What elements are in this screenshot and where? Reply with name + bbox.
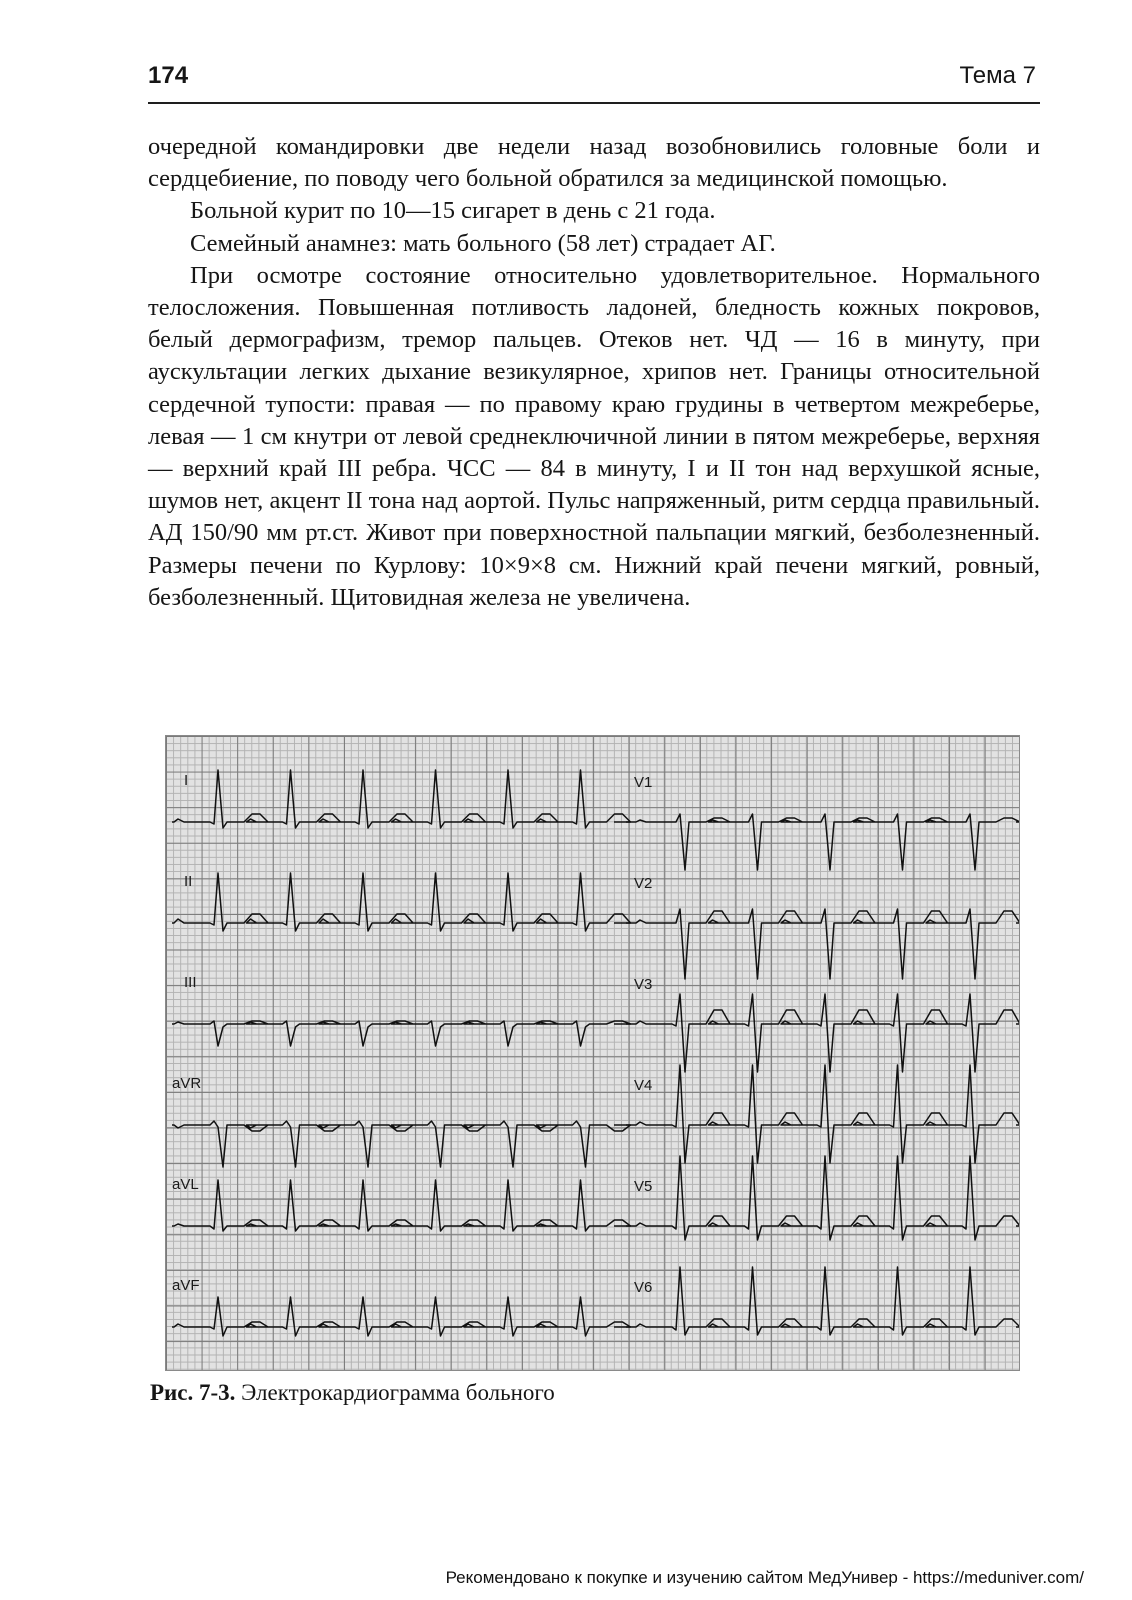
ecg-trace-V2 xyxy=(626,909,1019,979)
paragraph: Больной курит по 10—15 сигарет в день с 21 года. xyxy=(190,197,716,225)
figure-caption-text: Электрокардиограмма больного xyxy=(235,1380,555,1405)
lead-label-II: II xyxy=(184,873,193,890)
lead-label-aVR: aVR xyxy=(172,1075,202,1092)
ecg-traces xyxy=(166,736,1019,1370)
figure-caption xyxy=(150,1380,555,1406)
ecg-figure xyxy=(165,735,1020,1371)
figure-caption-label: Рис. 7-3. xyxy=(150,1380,236,1405)
ecg-trace-I xyxy=(172,770,631,828)
lead-label-aVF: aVF xyxy=(172,1277,200,1294)
ecg-trace-V5 xyxy=(626,1156,1019,1240)
lead-label-aVL: aVL xyxy=(172,1176,199,1193)
lead-label-V1: V1 xyxy=(634,774,653,791)
page-number: 174 xyxy=(148,62,189,89)
ecg-trace-V1 xyxy=(626,814,1019,870)
ecg-trace-V4 xyxy=(626,1065,1019,1163)
lead-label-V3: V3 xyxy=(634,976,653,993)
lead-label-III: III xyxy=(184,974,197,991)
ecg-trace-aVF xyxy=(172,1297,631,1336)
lead-label-V5: V5 xyxy=(634,1178,653,1195)
paragraph: очередной командировки две недели назад возобновились головные боли и сердцебиение, по поводу чего больной обратился за медицинской помощью. xyxy=(148,133,1040,193)
body-text xyxy=(148,131,1040,614)
ecg-trace-V6 xyxy=(626,1267,1019,1335)
ecg-trace-III xyxy=(172,1021,631,1046)
lead-label-V4: V4 xyxy=(634,1077,653,1094)
lead-label-V6: V6 xyxy=(634,1279,653,1296)
lead-label-V2: V2 xyxy=(634,875,653,892)
paragraph: Семейный анамнез: мать больного (58 лет) страдает АГ. xyxy=(190,229,776,257)
lead-label-I: I xyxy=(184,772,189,789)
footer-note: Рекомендовано к покупке и изучению сайтом МедУнивер - https://meduniver.com/ xyxy=(445,1568,1084,1587)
ecg-trace-V3 xyxy=(626,994,1019,1072)
topic-title: Тема 7 xyxy=(959,62,1036,89)
ecg-trace-aVL xyxy=(172,1180,631,1231)
page-header xyxy=(148,62,1040,104)
ecg-trace-aVR xyxy=(172,1121,631,1167)
ecg-trace-II xyxy=(172,873,631,931)
paragraph: При осмотре состояние относительно удовлетворительное. Нормального телосложения. Повышенная потливость ладоней, бледность кожных покровов, белый дермографизм, тремор пальцев. Отеков нет. ЧД — 16 в минуту, при аускультации легких дыхание везикулярное, хрипов нет. Границы относительной сердечной тупости: правая — по правому краю грудины в четвертом межреберье, левая — 1 см кнутри от левой среднеключичной линии в пятом межреберье, верхняя — верхний край III ребра. ЧСС — 84 в минуту, I и II тон над верхушкой ясные, шумов нет, акцент II тона над аортой. Пульс напряженный, ритм сердца правильный. АД 150/90 мм рт.ст. Живот при поверхностной пальпации мягкий, безболезненный. Размеры печени по Курлову: 10×9×8 см. Нижний край печени мягкий, ровный, безболезненный. Щитовидная железа не увеличена. xyxy=(148,261,1040,611)
